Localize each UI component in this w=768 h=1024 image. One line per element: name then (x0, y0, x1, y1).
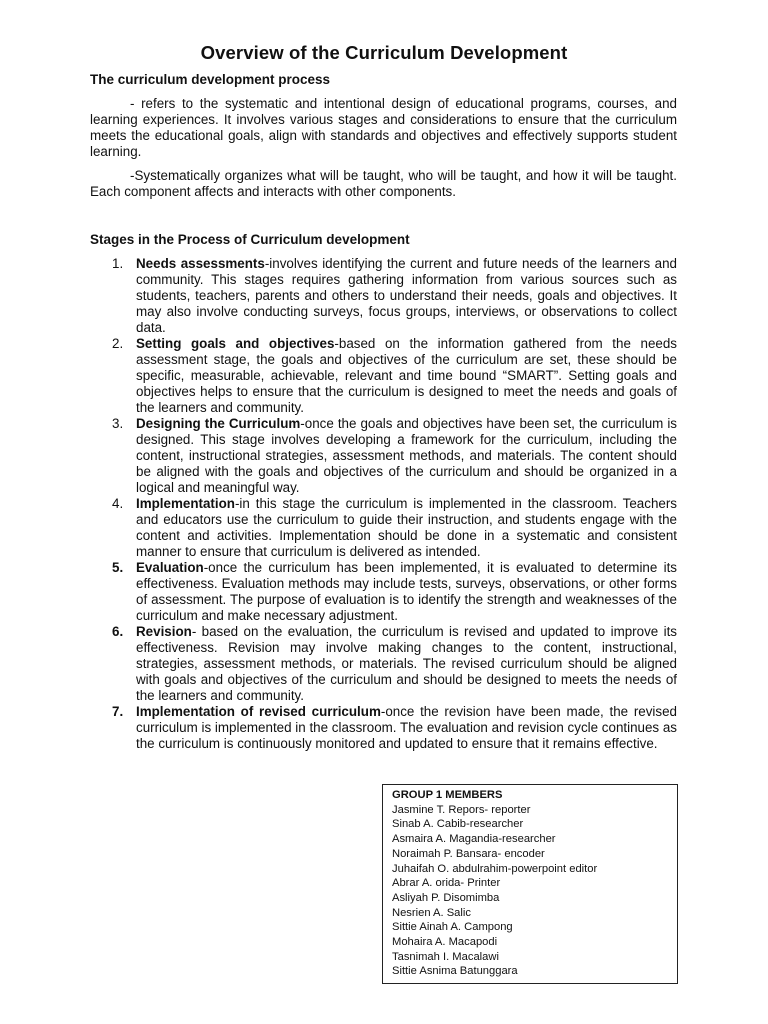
group-members-heading: GROUP 1 MEMBERS (392, 789, 503, 801)
stage-description: -once the goals and objectives have been set, the curriculum is designed. This stage involves developing a framework for the curriculum, including the content, instructional strategies, assessment methods, and materials. The content should be aligned with the goals and objectives of the curriculum and should be organized in a logical and meaningful way. (136, 416, 677, 495)
process-heading: The curriculum development process (90, 72, 331, 87)
stage-term: Designing the Curriculum (136, 416, 301, 431)
group-members-box (382, 784, 678, 984)
stage-number: 3. (112, 416, 124, 431)
stage-term: Needs assessments (136, 256, 265, 271)
stage-term: Evaluation (136, 560, 204, 575)
stage-term: Implementation of revised curriculum (136, 704, 381, 719)
stage-description: -involves identifying the current and future needs of the learners and community. This stages requires gathering information from various sources such as students, teachers, parents and others to understand their needs, goals and objectives. It may also involve conducting surveys, focus groups, interviews, or observations to collect data. (136, 256, 677, 335)
stage-term: Setting goals and objectives (136, 336, 335, 351)
page-title: Overview of the Curriculum Development (200, 42, 568, 63)
member-name: Sinab A. Cabib-researcher (392, 818, 524, 831)
stage-item-revision (90, 624, 677, 704)
stage-number: 1. (112, 256, 124, 271)
process-paragraph-2 (90, 168, 677, 200)
stage-description: -in this stage the curriculum is implemented in the classroom. Teachers and educators use the curriculum to guide their instruction, and students engage with the content and activities. Implementation should be done in a systematic and consistent manner to ensure that curriculum is delivered as intended. (136, 496, 677, 559)
member-name: Abrar A. orida- Printer (392, 877, 501, 890)
stage-number: 4. (112, 496, 124, 511)
stage-number: 6. (112, 624, 124, 639)
stage-description: -once the revision have been made, the revised curriculum is implemented in the classroom. The evaluation and revision cycle continues as the curriculum is continuously monitored and updated to ensure that it remains effective. (136, 704, 677, 751)
process-paragraph-1 (90, 96, 677, 160)
member-name: Sittie Asnima Batunggara (392, 965, 518, 978)
stage-item-revised-implementation (90, 704, 677, 752)
stage-item-designing (90, 416, 677, 496)
member-name: Tasnimah I. Macalawi (392, 950, 499, 963)
stages-heading: Stages in the Process of Curriculum development (90, 232, 410, 247)
process-paragraph-1-text: - refers to the systematic and intentional design of educational programs, courses, and learning experiences. It involves various stages and considerations to ensure that the curriculum meets the educational goals, align with standards and objectives and effectively supports student learning. (90, 96, 677, 159)
stage-item-implementation (90, 496, 677, 560)
stage-term: Revision (136, 624, 192, 639)
member-name: Mohaira A. Macapodi (392, 936, 498, 949)
stage-term: Implementation (136, 496, 235, 511)
stage-item-needs-assessments (90, 256, 677, 336)
stage-description: -once the curriculum has been implemented, it is evaluated to determine its effectiveness. Evaluation methods may include tests, surveys, observations, or other forms of assessment. The purpose of evaluation is to identify the strength and weaknesses of the curriculum and make necessary adjustment. (136, 560, 677, 623)
member-name: Noraimah P. Bansara- encoder (392, 847, 545, 860)
member-name: Sittie Ainah A. Campong (392, 921, 513, 934)
member-name: Juhaifah O. abdulrahim-powerpoint editor (392, 862, 598, 875)
stage-number: 2. (112, 336, 124, 351)
member-name: Jasmine T. Repors- reporter (392, 803, 531, 816)
stage-number: 7. (112, 704, 124, 719)
stage-number: 5. (112, 560, 124, 575)
stage-item-evaluation (90, 560, 677, 624)
member-name: Asliyah P. Disomimba (392, 891, 500, 904)
member-name: Nesrien A. Salic (392, 906, 471, 919)
stage-description: -based on the information gathered from the needs assessment stage, the goals and objectives of the curriculum are set, these should be specific, measurable, achievable, relevant and time bound “SMART”. Setting goals and objectives helps to ensure that the curriculum is designed to meet the needs and goals of the learners and community. (136, 336, 677, 415)
stage-description: - based on the evaluation, the curriculum is revised and updated to improve its effectiveness. Revision may involve making changes to the content, instructional, strategies, assessment methods, or materials. The revised curriculum should be aligned with goals and objectives of the curriculum and should be designed to meets the needs of the learners and community. (136, 624, 677, 703)
member-name: Asmaira A. Magandia-researcher (392, 833, 556, 846)
process-paragraph-2-text: -Systematically organizes what will be taught, who will be taught, and how it will be taught. Each component affects and interacts with other components. (90, 168, 677, 199)
stage-item-setting-goals (90, 336, 677, 416)
stages-list (90, 256, 677, 752)
